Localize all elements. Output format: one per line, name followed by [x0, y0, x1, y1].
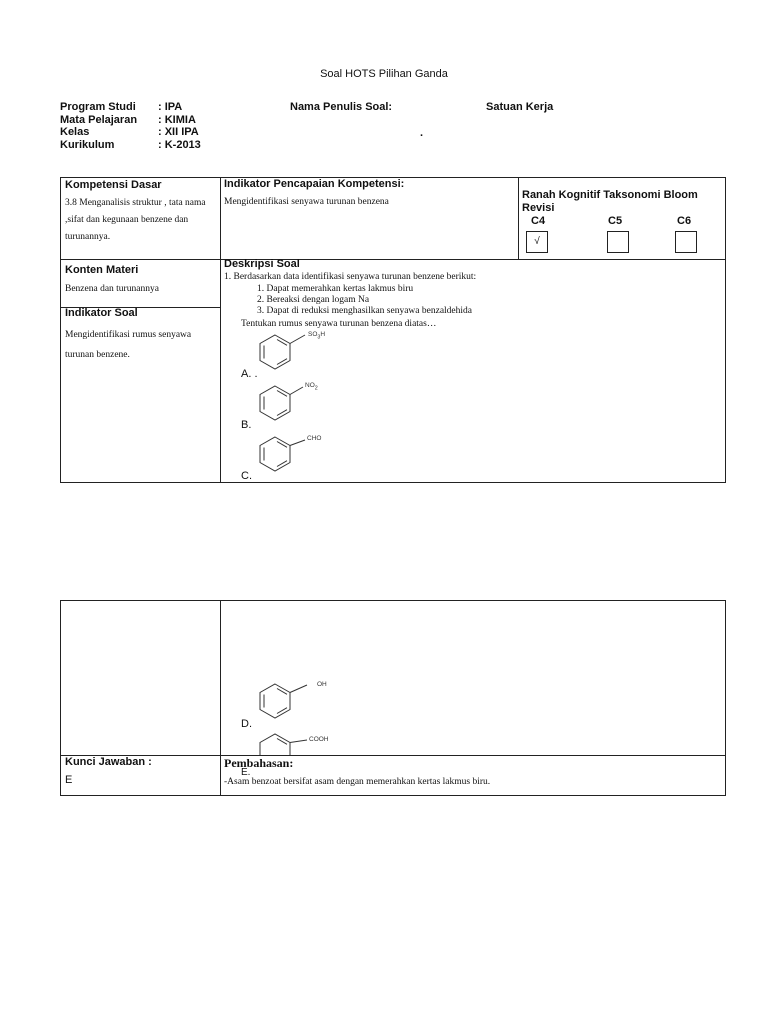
bloom-checkbox-c6[interactable] [675, 231, 697, 253]
header-labels [60, 101, 137, 151]
kunci-heading: Kunci Jawaban : [65, 756, 152, 768]
konten-text: Benzena dan turunannya [65, 284, 159, 294]
label-program-studi: Program Studi [60, 101, 136, 113]
table2-row-divider [61, 755, 725, 756]
option-a-after: . [254, 368, 258, 380]
substituent-label-c: CHO [307, 435, 322, 442]
table1-col-divider [220, 178, 221, 482]
value-kurikulum: : K-2013 [158, 138, 201, 151]
bloom-heading: Ranah Kognitif Taksonomi Bloom Revisi [522, 189, 698, 214]
pembahasan-heading: Pembahasan: [224, 756, 294, 770]
question-stem: 1. Berdasarkan data identifikasi senyawa turunan benzene berikut: [224, 272, 477, 282]
substituent-label-e: COOH [309, 736, 329, 743]
label-kelas: Kelas [60, 126, 90, 138]
kunci-value: E [65, 774, 73, 786]
deskripsi-heading: Deskripsi Soal [224, 258, 300, 270]
value-mata-pelajaran: : KIMIA [158, 113, 196, 126]
bloom-checkbox-c4[interactable]: √ [526, 231, 548, 253]
question-prompt: Tentukan rumus senyawa turunan benzena diatas… [241, 319, 437, 329]
indikator-soal-heading: Indikator Soal [65, 307, 138, 319]
kd-text: 3.8 Menganalisis struktur , tata nama ,sifat dan kegunaan benzene dan turunannya. [65, 198, 206, 242]
question-point: 3. Dapat di reduksi menghasilkan senyawa benzaldehida [257, 306, 472, 316]
competency-table [60, 177, 726, 483]
table1-row-divider [61, 259, 725, 260]
ipk-text: Mengidentifikasi senyawa turunan benzena [224, 197, 389, 207]
substituent-label-d: OH [317, 681, 327, 688]
table1-col-divider-2 [518, 178, 519, 259]
substituent-label-b: $NO_2$ [305, 382, 318, 392]
header-values [158, 101, 201, 151]
question-point: 1. Dapat memerahkan kertas lakmus biru [257, 284, 414, 294]
bloom-level-c4: C4 [531, 215, 546, 227]
option-e[interactable]: E. [241, 767, 251, 778]
header-dot: . [420, 127, 424, 139]
option-a-letter: A. [241, 368, 252, 380]
table2-col-divider [220, 601, 221, 795]
option-a[interactable] [241, 368, 258, 380]
unit-label: Satuan Kerja [486, 101, 554, 113]
answer-table [60, 600, 726, 796]
option-b[interactable]: B. [241, 419, 252, 431]
ipk-heading: Indikator Pencapaian Kompetensi: [224, 178, 405, 190]
value-kelas: : XII IPA [158, 126, 199, 138]
document-title: Soal HOTS Pilihan Ganda [320, 68, 448, 80]
value-program-studi: : IPA [158, 101, 183, 113]
bloom-checkbox-c5[interactable] [607, 231, 629, 253]
label-mata-pelajaran: Mata Pelajaran [60, 113, 138, 126]
option-c[interactable]: C. [241, 470, 252, 482]
label-kurikulum: Kurikulum [60, 138, 115, 151]
konten-heading: Konten Materi [65, 264, 139, 276]
question-point: 2. Bereaksi dengan logam Na [257, 295, 370, 305]
kd-heading: Kompetensi Dasar [65, 179, 162, 191]
bloom-level-c5: C5 [608, 215, 623, 227]
benzene-ring-b [257, 383, 337, 427]
substituent-label-a: $SO_3H$ [308, 331, 326, 341]
bloom-level-c6: C6 [677, 215, 692, 227]
indikator-soal-text: Mengidentifikasi rumus senyawa turunan benzene. [65, 330, 192, 360]
pembahasan-text: -Asam benzoat bersifat asam dengan memerahkan kertas lakmus biru. [224, 777, 491, 787]
benzene-ring-c [257, 434, 337, 478]
writer-label: Nama Penulis Soal: [290, 101, 393, 113]
question-points [257, 284, 472, 317]
option-d[interactable]: D. [241, 718, 252, 730]
